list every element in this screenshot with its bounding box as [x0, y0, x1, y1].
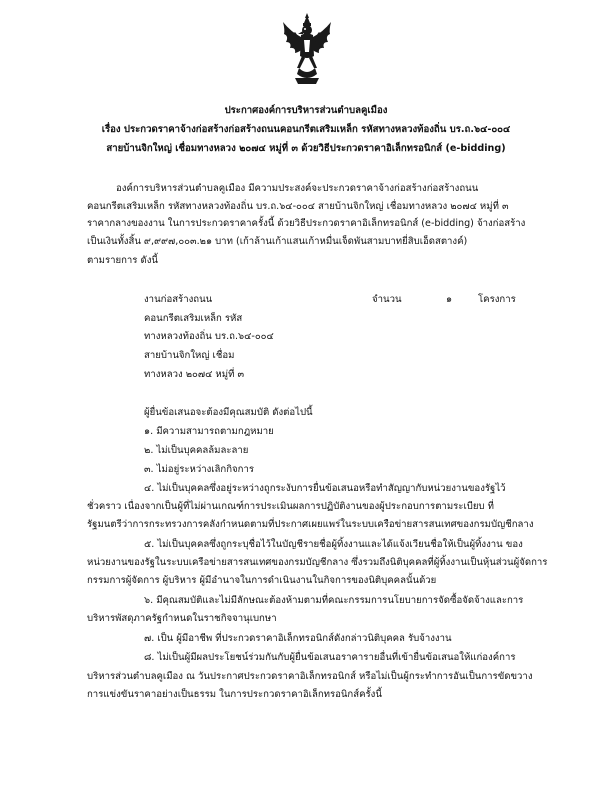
intro-line-5: ตามรายการ ดังนี้: [87, 255, 158, 266]
intro-line-2: คอนกรีตเสริมเหล็ก รหัสทางหลวงท้องถิ่น บร.ถ.๖๔-๐๐๔ สายบ้านจิกใหญ่ เชื่อมทางหลวง ๒๐๗๔ หมู่ที่ ๓: [87, 201, 509, 212]
qualification-8-line-3: การแข่งขันราคาอย่างเป็นธรรม ในการประกวดราคาอิเล็กทรอนิกส์ครั้งนี้: [87, 689, 382, 700]
intro-line-1: องค์การบริหารส่วนตำบลคูเมือง มีความประสงค์จะประกวดราคาจ้างก่อสร้างก่อสร้างถนน: [116, 183, 479, 194]
item-name-line-4: สายบ้านจิกใหญ่ เชื่อม: [144, 350, 235, 361]
qualification-6-line-2: บริหารพัสดุภาครัฐกำหนดในราชกิจจานุเบกษา: [87, 613, 277, 624]
qualification-6-line-1: ๖. มีคุณสมบัติและไม่มีลักษณะต้องห้ามตามที่คณะกรรมการนโยบายการจัดซื้อจัดจ้างและการ: [144, 595, 524, 606]
quantity-unit: โครงการ: [478, 294, 516, 305]
qualification-4-line-2: ชั่วคราว เนื่องจากเป็นผู้ที่ไม่ผ่านเกณฑ์การประเมินผลการปฏิบัติงานของผู้ประกอบการตามระเบียบ ที่: [87, 501, 494, 512]
qualification-8-line-1: ๘. ไม่เป็นผู้มีผลประโยชน์ร่วมกันกับผู้ยื่นข้อเสนอราคารายอื่นที่เข้ายื่นข้อเสนอให้แก่องค์การ: [144, 652, 516, 663]
qualification-2: ๒. ไม่เป็นบุคคลล้มละลาย: [144, 445, 249, 456]
qualification-3: ๓. ไม่อยู่ระหว่างเลิกกิจการ: [144, 464, 255, 475]
qualification-1: ๑. มีความสามารถตามกฎหมาย: [144, 426, 274, 437]
intro-line-3: ราคากลางของงาน ในการประกวดราคาครั้งนี้ ด้วยวิธีประกวดราคาอิเล็กทรอนิกส์ (e-bidding) จ้างก่อสร้าง: [87, 218, 526, 229]
qualification-5-line-1: ๕. ไม่เป็นบุคคลซึ่งถูกระบุชื่อไว้ในบัญชีรายชื่อผู้ทิ้งงานและได้แจ้งเวียนชื่อให้เป็นผู้ทิ้งงาน ของ: [144, 539, 523, 550]
item-name-line-1: งานก่อสร้างถนน: [144, 294, 213, 305]
item-name-line-3: ทางหลวงท้องถิ่น บร.ถ.๖๔-๐๐๔: [144, 331, 274, 342]
qualifications-heading: ผู้ยื่นข้อเสนอจะต้องมีคุณสมบัติ ดังต่อไปนี้: [144, 407, 313, 418]
qualification-5-line-2: หน่วยงานของรัฐในระบบเครือข่ายสารสนเทศของกรมบัญชีกลาง ซึ่งรวมถึงนิติบุคคลที่ผู้ทิ้งงานเป็นหุ้นส่วนผู้จัดการ: [87, 557, 548, 568]
garuda-emblem-icon: [281, 12, 333, 87]
qualification-7: ๗. เป็น ผู้มีอาชีพ ที่ประกวดราคาอิเล็กทรอนิกส์ดังกล่าวนิติบุคคล รับจ้างงาน: [144, 633, 452, 644]
intro-line-4: เป็นเงินทั้งสิ้น ๙,๙๙๗,๐๐๓.๒๑ บาท (เก้าล้านเก้าแสนเก้าหมื่นเจ็ดพันสามบาทยี่สิบเอ็ดสตางค์): [87, 236, 468, 247]
subject-line-2: สายบ้านจิกใหญ่ เชื่อมทางหลวง ๒๐๗๔ หมู่ที่ ๓ ด้วยวิธีประกวดราคาอิเล็กทรอนิกส์ (e-bidding): [106, 143, 506, 154]
qualification-4-line-1: ๔. ไม่เป็นบุคคลซึ่งอยู่ระหว่างถูกระงับการยื่นข้อเสนอหรือทำสัญญากับหน่วยงานของรัฐไว้: [144, 483, 506, 494]
quantity-value: ๑: [446, 294, 453, 305]
announcement-title: ประกาศองค์การบริหารส่วนตำบลคูเมือง: [224, 105, 388, 116]
qualification-8-line-2: บริหารส่วนตำบลคูเมือง ณ วันประกาศประกวดราคาอิเล็กทรอนิกส์ หรือไม่เป็นผู้กระทำการอันเป็นการขัดขวาง: [87, 671, 533, 682]
qualification-4-line-3: รัฐมนตรีว่าการกระทรวงการคลังกำหนดตามที่ประกาศเผยแพร่ในระบบเครือข่ายสารสนเทศของกรมบัญชีกลาง: [87, 519, 534, 530]
item-name-line-2: คอนกรีตเสริมเหล็ก รหัส: [144, 313, 243, 324]
subject-line-1: เรื่อง ประกวดราคาจ้างก่อสร้างก่อสร้างถนนคอนกรีตเสริมเหล็ก รหัสทางหลวงท้องถิ่น บร.ถ.๖๔-๐๐๔: [101, 124, 511, 135]
item-name-line-5: ทางหลวง ๒๐๗๔ หมู่ที่ ๓: [144, 369, 245, 380]
qualification-5-line-3: กรรมการผู้จัดการ ผู้บริหาร ผู้มีอำนาจในการดำเนินงานในกิจการของนิติบุคคลนั้นด้วย: [87, 575, 437, 586]
quantity-label: จำนวน: [372, 294, 402, 305]
